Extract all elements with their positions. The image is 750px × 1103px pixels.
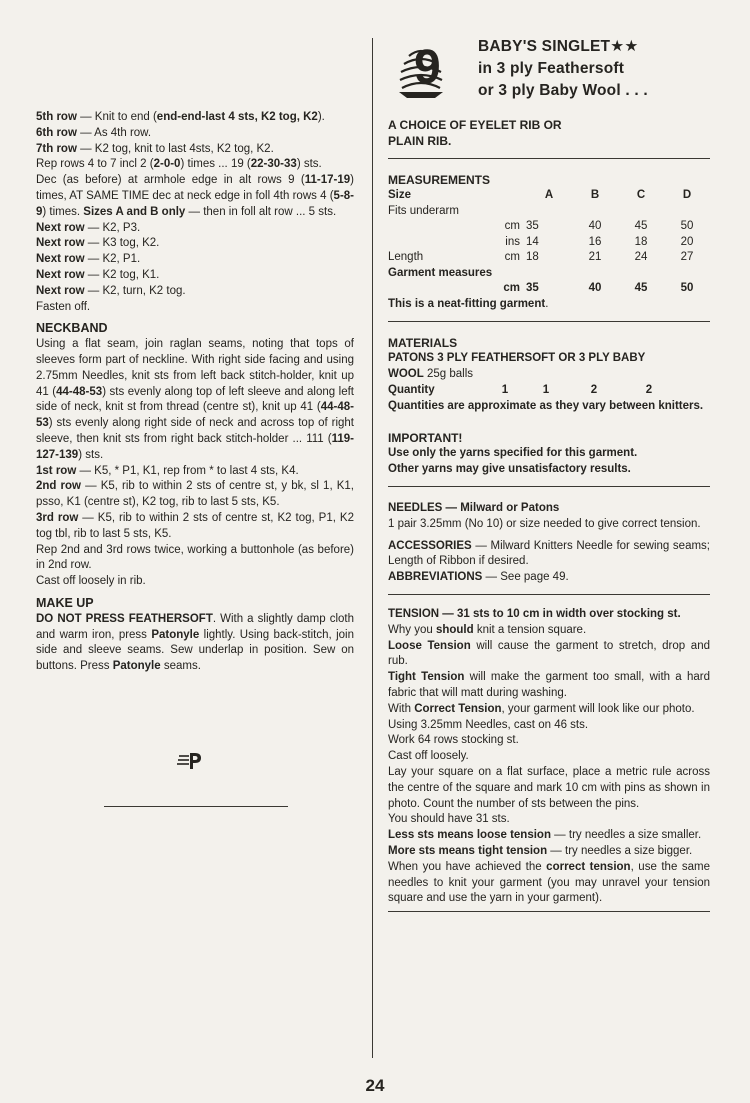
quantity-row: Quantity 1 1 2 2 [388,384,653,397]
garment-measures-row: cm 35 40 45 50 [503,282,694,295]
section-divider [104,806,288,807]
title-line-1: BABY'S SINGLET★★ [478,38,639,55]
materials-yarn: PATONS 3 PLY FEATHERSOFT OR 3 PLY BABY [388,352,646,365]
divider [388,321,710,322]
make-up-heading: MAKE UP [36,595,94,610]
repeat-rows: Rep rows 4 to 7 incl 2 (2-0-0) times ... 19 (22-30-33) sts. [36,158,322,171]
lay-square-instructions: Lay your square on a flat surface, place a metric rule across the centre of the square and mark 10 cm with pins as shown in photo. Count the number of sts between the pins. [388,766,710,810]
row-5: 5th row — Knit to end (end-end-last 4 sts, K2 tog, K2). [36,111,325,123]
neckband-row-1: 1st row — K5, * P1, K1, rep from * to last 4 sts, K4. [36,464,299,477]
fasten-off: Fasten off. [36,300,91,313]
materials-wool: WOOL 25g balls [388,368,474,381]
why-tension: Why you should knit a tension square. [388,623,587,636]
neckband-row-3: 3rd row — K5, rib to within 2 sts of centre st, K2 tog, P1, K2 tog tbl, rib to last 5 sts, K5. [36,511,354,540]
measurements-heading: MEASUREMENTS [388,172,491,187]
fits-underarm-row: Fits underarm [388,204,459,217]
next-row: Next row — K2, turn, K2 tog. [36,284,186,297]
loose-tension: Loose Tension will cause the garment to stretch, drop and rub. [388,639,710,668]
choice-line-1: A CHOICE OF EYELET RIB OR [388,118,562,132]
more-sts-note: More sts means tight tension — try needles a size bigger. [388,845,693,857]
pattern-title [478,36,718,102]
decrease-instructions: Dec (as before) at armhole edge in alt rows 9 (11-17-19) times, AT SAME TIME dec at neck edge in foll 4th rows 4 (5-8-9) times. Sizes A and B only — then in foll alt row ... 5 sts. [36,174,354,218]
next-row: Next row — K2 tog, K1. [36,268,160,281]
neckband-row-2: 2nd row — K5, rib to within 2 sts of centre st, y bk, sl 1, K1, psso, K1 (centre st), K2 tog, rib to last 5 sts, K5. [36,480,354,509]
divider [388,486,710,487]
important-heading: IMPORTANT! [388,430,463,445]
should-have-sts: You should have 31 sts. [388,813,510,826]
cast-off-rib: Cast off loosely in rib. [36,575,146,588]
row-6: 6th row — As 4th row. [36,126,152,139]
neat-fitting-note: This is a neat-fitting garment. [388,297,549,310]
title-line-2: in 3 ply Feathersoft [478,60,625,77]
less-sts-note: Less sts means loose tension — try needles a size smaller. [388,829,702,842]
size-row: Size A B C D [388,189,692,202]
next-row: Next row — K3 tog, K2. [36,237,160,250]
next-row: Next row — K2, P3. [36,221,141,234]
right-column [388,118,710,922]
work-rows: Work 64 rows stocking st. [388,734,519,747]
important-line-1: Use only the yarns specified for this garment. [388,447,638,460]
column-divider [372,38,373,1058]
row-7: 7th row — K2 tog, knit to last 4sts, K2 tog, K2. [36,142,274,155]
accessories-section: ACCESSORIES — Milward Knitters Needle for sewing seams; Length of Ribbon if desired. [388,539,710,568]
abbreviations-section: ABBREVIATIONS — See page 49. [388,571,569,584]
patons-logo-icon [176,750,202,775]
neckband-heading: NECKBAND [36,321,108,336]
correct-tension: With Correct Tension, your garment will look like our photo. [388,702,695,715]
cast-off-loosely: Cast off loosely. [388,750,469,763]
important-line-2: Other yarns may give unsatisfactory results. [388,463,631,476]
divider [388,594,710,595]
tension-heading: TENSION — 31 sts to 10 cm in width over stocking st. [388,608,681,621]
needles-text: 1 pair 3.25mm (No 10) or size needed to give correct tension. [388,517,701,530]
pattern-number: 9 [414,41,441,94]
divider [388,911,710,912]
left-column [36,110,354,675]
repeat-rows-2-3: Rep 2nd and 3rd rows twice, working a buttonhole (as before) in 2nd row. [36,543,354,572]
tight-tension: Tight Tension will make the garment too small, with a hard fabric that will matt during washing. [388,671,710,700]
cast-on-instructions: Using 3.25mm Needles, cast on 46 sts. [388,718,589,731]
divider [388,158,710,159]
needles-section: NEEDLES — Milward or Patons [388,502,560,515]
length-row: Length cm 18 21 24 27 [388,251,694,264]
underarm-cm-row: cm 35 40 45 50 [504,220,694,233]
make-up-instructions: DO NOT PRESS FEATHERSOFT. With a slightly damp cloth and warm iron, press Patonyle lightly. Using back-stitch, join side and sleeve seams. Sew underlap in position. Sew on buttons. Press Patonyle seams. [36,612,354,673]
next-row: Next row — K2, P1. [36,253,141,266]
neckband-instructions: Using a flat seam, join raglan seams, noting that tops of sleeves form part of neckline. With right side facing and using 2.75mm Needles, knit sts from left back stitch-holder, knit up 41 (44-48-53) sts evenly along top of left sleeve and along left side of neck, knit st from thread (centre st), knit up 41 (44-48-53) sts evenly along right side of neck and across top of right sleeve, then knit sts from right back stitch-holder ... 111 (119-127-139) sts. [36,338,354,461]
garment-measures-label-row: Garment measures [388,266,493,279]
choice-line-2: PLAIN RIB. [388,133,452,148]
quantities-note: Quantities are approximate as they vary between knitters. [388,399,704,412]
underarm-ins-row: ins 14 16 18 20 [505,235,694,248]
title-line-3: or 3 ply Baby Wool . . . [478,82,648,99]
materials-heading: MATERIALS [388,335,458,350]
achieved-tension-note: When you have achieved the correct tension, use the same needles to knit your garment (you may unravel your tension square and use the yarn in your garment). [388,860,710,905]
measurements-table [388,188,710,297]
page-number: 24 [365,1076,385,1095]
